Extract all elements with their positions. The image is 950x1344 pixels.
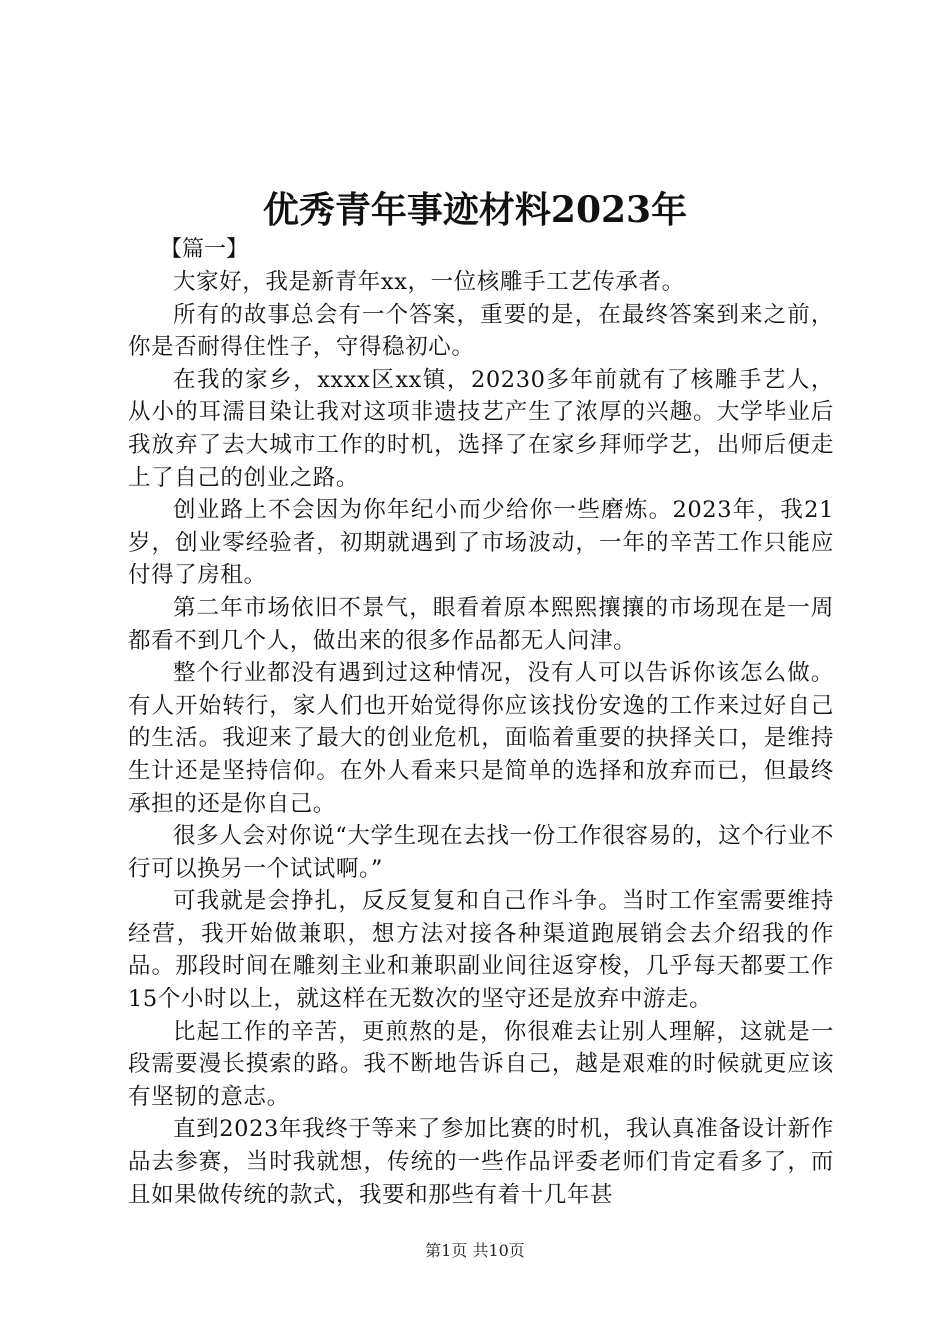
- paragraph: 在我的家乡，xxxx区xx镇，20230多年前就有了核雕手艺人，从小的耳濡目染让我对这项非遗技艺产生了浓厚的兴趣。大学毕业后我放弃了去大城市工作的时机，选择了在家乡拜师学艺，出师后便走上了自己的创业之路。: [128, 366, 834, 491]
- document-body: [128, 266, 834, 1211]
- document-title: 优秀青年事迹材料2023年: [262, 189, 688, 231]
- paragraph: 创业路上不会因为你年纪小而少给你一些磨炼。2023年，我21岁，创业零经验者，初期就遇到了市场波动，一年的辛苦工作只能应付得了房租。: [128, 497, 834, 589]
- paragraph: 直到2023年我终于等来了参加比赛的时机，我认真准备设计新作品去参赛，当时我就想，传统的一些作品评委老师们肯定看多了，而且如果做传统的款式，我要和那些有着十几年甚: [128, 1116, 834, 1208]
- paragraph: 可我就是会挣扎，反反复复和自己作斗争。当时工作室需要维持经营，我开始做兼职，想方法对接各种渠道跑展销会去介绍我的作品。那段时间在雕刻主业和兼职副业间往返穿梭，几乎每天都要工作15个小时以上，就这样在无数次的坚守还是放弃中游走。: [128, 888, 834, 1013]
- page-footer: 第1页 共10页: [425, 1241, 525, 1260]
- paragraph: 比起工作的辛苦，更煎熬的是，你很难去让别人理解，这就是一段需要漫长摸索的路。我不断地告诉自己，越是艰难的时候就更应该有坚韧的意志。: [128, 1018, 834, 1110]
- paragraph: 整个行业都没有遇到过这种情况，没有人可以告诉你该怎么做。有人开始转行，家人们也开始觉得你应该找份安逸的工作来过好自己的生活。我迎来了最大的创业危机，面临着重要的抉择关口，是维持生计还是坚持信仰。在外人看来只是简单的选择和放弃而已，但最终承担的还是你自己。: [128, 660, 834, 817]
- paragraph: 大家好，我是新青年xx，一位核雕手工艺传承者。: [173, 269, 685, 295]
- paragraph: 第二年市场依旧不景气，眼看着原本熙熙攘攘的市场现在是一周都看不到几个人，做出来的很多作品都无人问津。: [128, 594, 834, 654]
- paragraph: 所有的故事总会有一个答案，重要的是，在最终答案到来之前，你是否耐得住性子，守得稳初心。: [128, 301, 834, 361]
- section-label: 【篇一】: [160, 237, 249, 262]
- paragraph: 很多人会对你说“大学生现在去找一份工作很容易的，这个行业不行可以换另一个试试啊。”: [128, 823, 834, 882]
